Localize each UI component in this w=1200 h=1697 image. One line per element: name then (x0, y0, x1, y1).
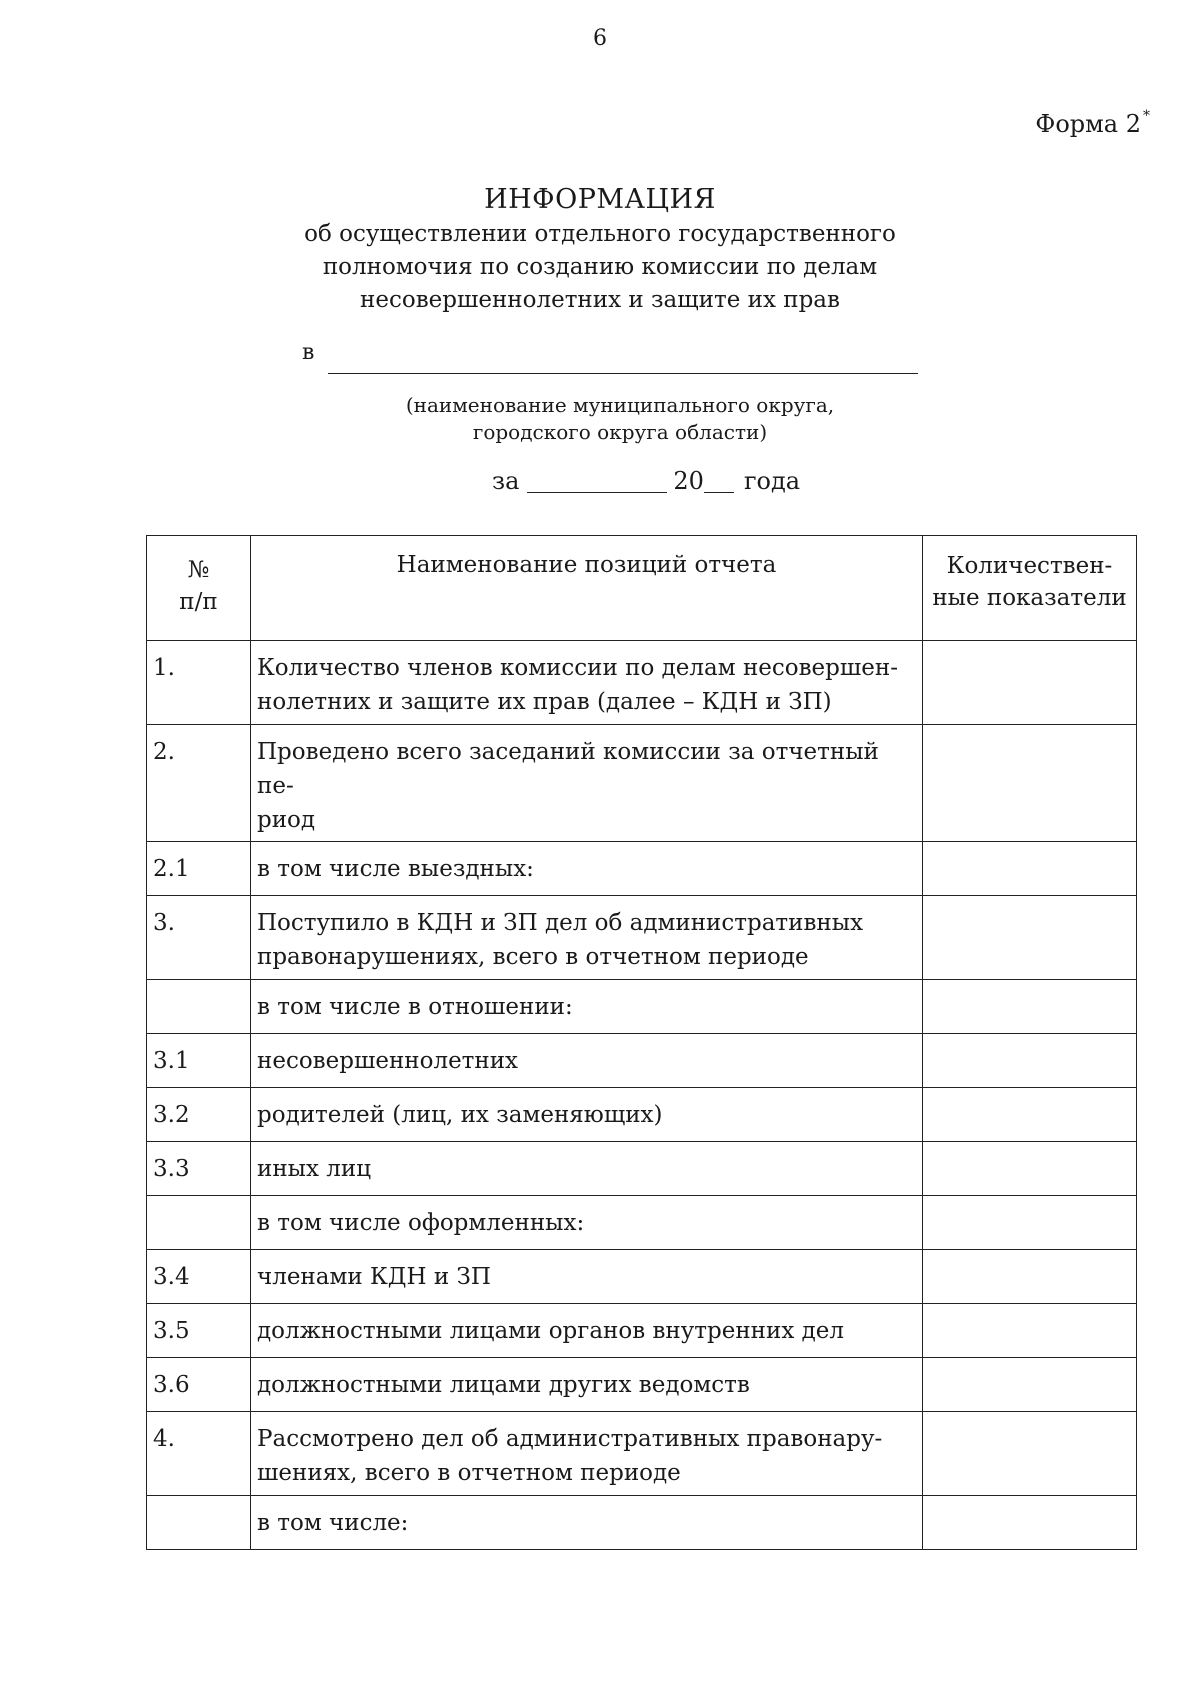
footnote-mark: * (1143, 108, 1150, 124)
row-value-cell[interactable] (923, 842, 1137, 896)
table-row (147, 1088, 1137, 1142)
row-label (251, 725, 923, 842)
row-number: 2.1 (147, 842, 251, 896)
row-label (251, 1358, 923, 1412)
period-suffix: года (743, 467, 801, 495)
header-num-line: п/п (179, 589, 218, 615)
table-row (147, 842, 1137, 896)
row-number: 3. (147, 896, 251, 980)
report-table (146, 535, 1137, 1550)
table-row (147, 980, 1137, 1034)
row-number (147, 1496, 251, 1550)
row-label (251, 1496, 923, 1550)
header-name: Наименование позиций отчета (251, 536, 923, 641)
table-row (147, 1250, 1137, 1304)
row-label-line: членами КДН и ЗП (257, 1264, 491, 1290)
table-row (147, 1358, 1137, 1412)
row-number: 1. (147, 641, 251, 725)
page-number: 6 (593, 26, 607, 51)
row-label (251, 1412, 923, 1496)
location-caption (0, 392, 1200, 446)
table-row (147, 896, 1137, 980)
form-label (1035, 108, 1150, 138)
row-label-line: Поступило в КДН и ЗП дел об административных (257, 910, 864, 936)
row-value-cell[interactable] (923, 980, 1137, 1034)
row-label-line: Рассмотрено дел об административных правонару- (257, 1426, 883, 1452)
row-label-line: правонарушениях, всего в отчетном периоде (257, 944, 809, 970)
row-value-cell[interactable] (923, 1250, 1137, 1304)
row-label (251, 1088, 923, 1142)
row-value-cell[interactable] (923, 641, 1137, 725)
row-label (251, 1196, 923, 1250)
row-number (147, 980, 251, 1034)
row-label-line: должностными лицами органов внутренних дел (257, 1318, 844, 1344)
row-label-line: в том числе оформленных: (257, 1210, 585, 1236)
row-value-cell[interactable] (923, 896, 1137, 980)
row-number: 3.3 (147, 1142, 251, 1196)
table-row (147, 1034, 1137, 1088)
row-label-line: в том числе выездных: (257, 856, 534, 882)
location-prefix: в (302, 340, 315, 365)
header-value-line: ные показатели (932, 585, 1127, 611)
row-label-line: иных лиц (257, 1156, 371, 1182)
row-label-line: шениях, всего в отчетном периоде (257, 1460, 681, 1486)
row-value-cell[interactable] (923, 1304, 1137, 1358)
row-value-cell[interactable] (923, 1088, 1137, 1142)
report-period (492, 467, 800, 495)
row-label-line: родителей (лиц, их заменяющих) (257, 1102, 663, 1128)
row-label (251, 842, 923, 896)
row-label-line: Количество членов комиссии по делам несовершен- (257, 655, 898, 681)
row-value-cell[interactable] (923, 1034, 1137, 1088)
year-prefix: 20 (673, 467, 704, 495)
header-num-line: № (187, 557, 210, 583)
document-title: ИНФОРМАЦИЯ (484, 184, 716, 215)
row-number: 2. (147, 725, 251, 842)
table-header-row (147, 536, 1137, 641)
period-blank-field[interactable] (527, 492, 667, 493)
row-label-line: нолетних и защите их прав (далее – КДН и ЗП) (257, 689, 832, 715)
document-subtitle (0, 218, 1200, 317)
row-label-line: в том числе в отношении: (257, 994, 573, 1020)
header-value-line: Количествен- (946, 553, 1113, 579)
row-value-cell[interactable] (923, 725, 1137, 842)
year-blank-field[interactable] (704, 492, 734, 493)
form-label-text: Форма 2 (1035, 110, 1141, 138)
row-value-cell[interactable] (923, 1142, 1137, 1196)
row-label (251, 1304, 923, 1358)
location-blank-field[interactable] (328, 373, 918, 374)
table-row (147, 641, 1137, 725)
row-label-line: в том числе: (257, 1510, 409, 1536)
table-row (147, 1142, 1137, 1196)
caption-line: городского округа области) (472, 420, 768, 444)
row-number: 3.5 (147, 1304, 251, 1358)
subtitle-line: несовершеннолетних и защите их прав (360, 287, 840, 313)
header-num (147, 536, 251, 641)
row-label-line: Проведено всего заседаний комиссии за отчетный пе- (257, 739, 879, 799)
header-value (923, 536, 1137, 641)
row-value-cell[interactable] (923, 1358, 1137, 1412)
row-label (251, 980, 923, 1034)
row-number: 3.1 (147, 1034, 251, 1088)
table-row (147, 1304, 1137, 1358)
row-label (251, 641, 923, 725)
row-number: 3.6 (147, 1358, 251, 1412)
row-label (251, 1142, 923, 1196)
table-row (147, 1496, 1137, 1550)
row-label (251, 1034, 923, 1088)
subtitle-line: полномочия по созданию комиссии по делам (322, 254, 878, 280)
row-number: 4. (147, 1412, 251, 1496)
row-number: 3.4 (147, 1250, 251, 1304)
row-label-line: несовершеннолетних (257, 1048, 519, 1074)
caption-line: (наименование муниципального округа, (405, 393, 835, 417)
table-row (147, 725, 1137, 842)
row-value-cell[interactable] (923, 1496, 1137, 1550)
subtitle-line: об осуществлении отдельного государственного (304, 221, 896, 247)
row-value-cell[interactable] (923, 1196, 1137, 1250)
row-number (147, 1196, 251, 1250)
row-value-cell[interactable] (923, 1412, 1137, 1496)
period-prefix: за (492, 467, 520, 495)
row-label (251, 896, 923, 980)
row-number: 3.2 (147, 1088, 251, 1142)
table-row (147, 1412, 1137, 1496)
row-label-line: риод (257, 807, 316, 833)
row-label-line: должностными лицами других ведомств (257, 1372, 750, 1398)
table-row (147, 1196, 1137, 1250)
row-label (251, 1250, 923, 1304)
